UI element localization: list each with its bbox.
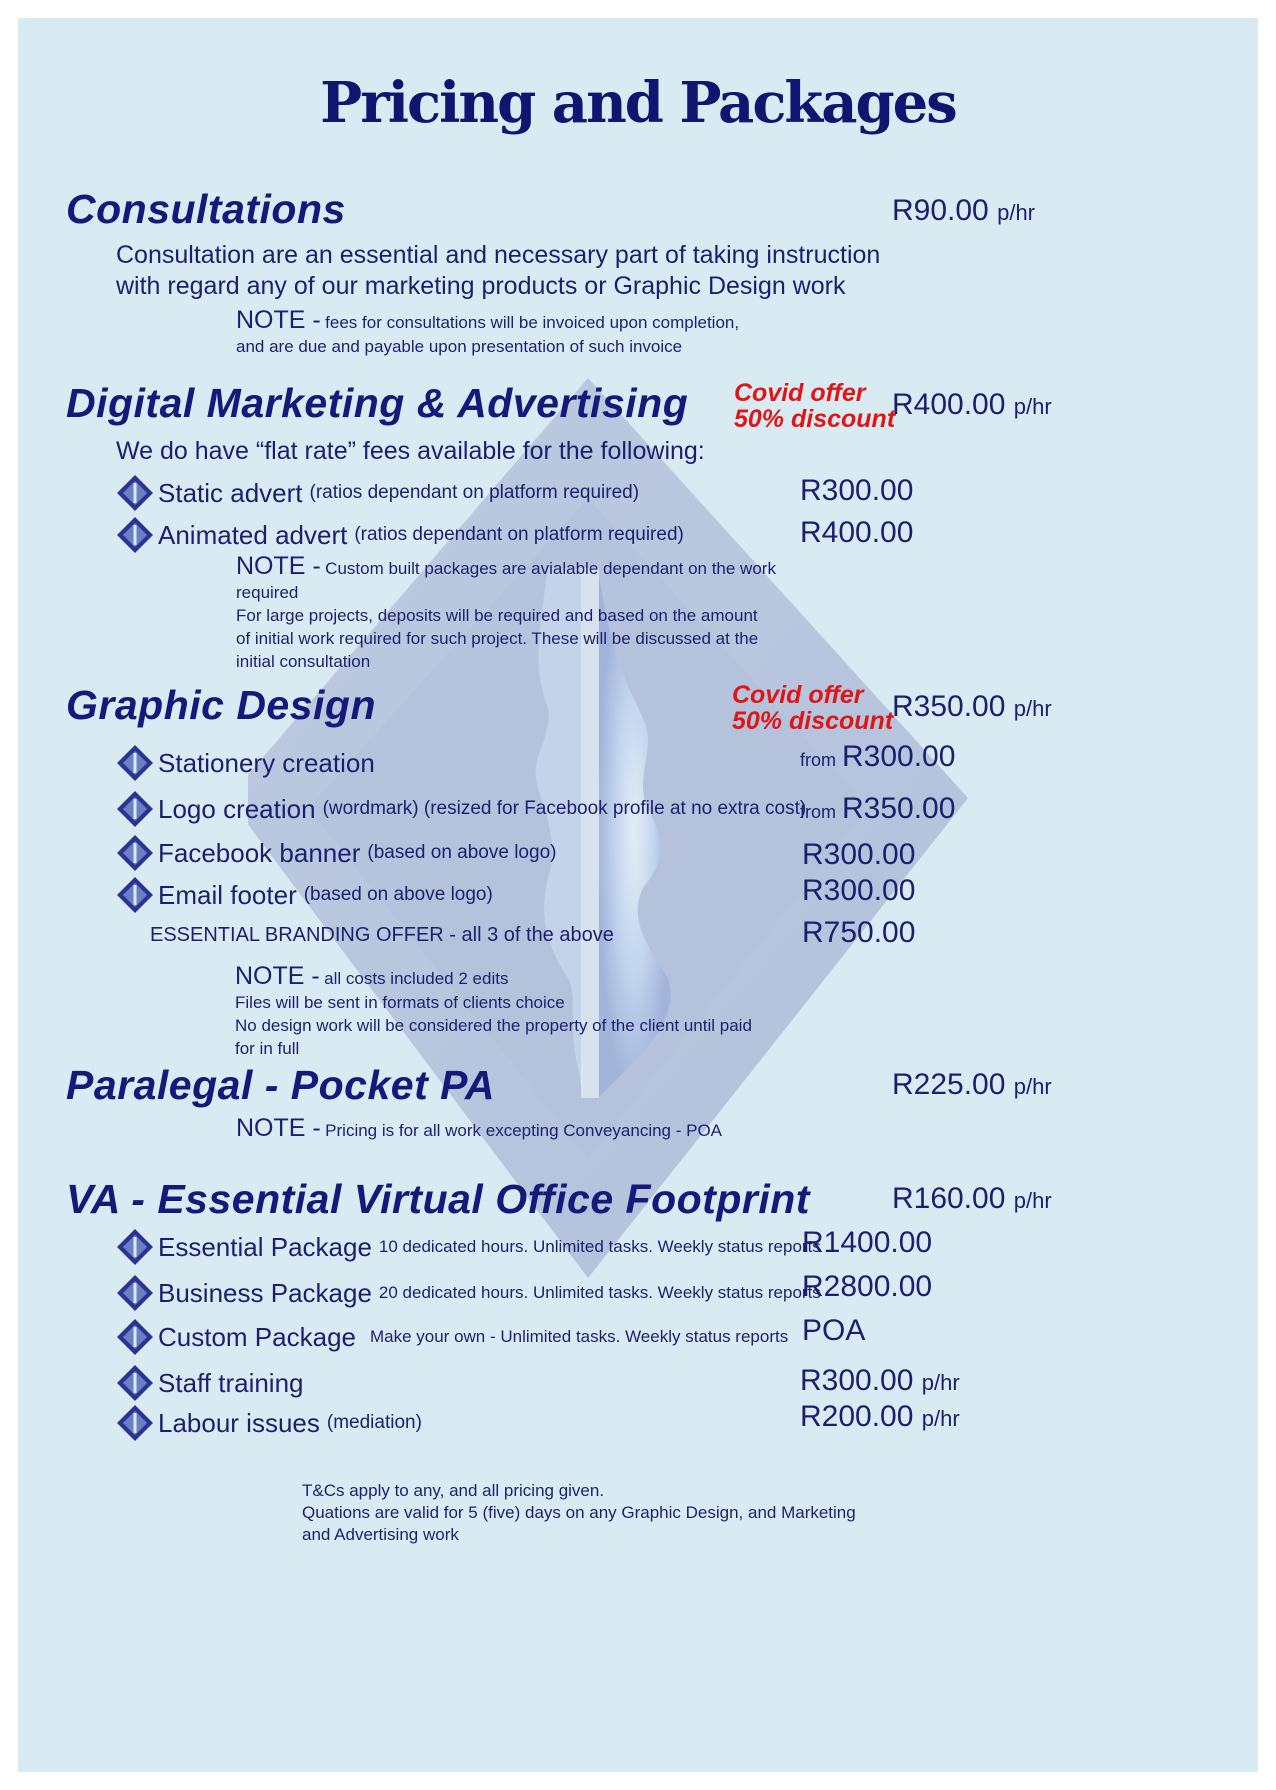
intro-line: Consultation are an essential and necessary part of taking instruction <box>116 241 881 269</box>
item-detail: (ratios dependant on platform required) <box>354 524 684 545</box>
note-text: and are due and payable upon presentation of such invoice <box>236 337 683 356</box>
diamond-logo-icon <box>116 1274 154 1312</box>
item-detail: (wordmark) (resized for Facebook profile at no extra cost) <box>322 798 807 819</box>
item-price: R350.00 <box>842 792 956 825</box>
terms-line: Quations are valid for 5 (five) days on any Graphic Design, and Marketing <box>302 1503 856 1522</box>
graphic-note <box>235 962 752 1060</box>
note-text: all costs included 2 edits <box>324 969 509 988</box>
note-label: NOTE - <box>236 552 321 580</box>
section-heading-graphic-design: Graphic Design <box>66 682 377 728</box>
intro-line: with regard any of our marketing products or Graphic Design work <box>116 272 846 300</box>
diamond-logo-icon <box>116 790 154 828</box>
item-detail: (ratios dependant on platform required) <box>309 482 640 503</box>
covid-offer-badge <box>732 682 893 734</box>
diamond-faces-watermark <box>248 378 1028 1278</box>
pricing-page <box>18 18 1258 1772</box>
list-item <box>116 474 639 512</box>
list-item <box>116 1318 788 1356</box>
digital-note <box>236 552 776 604</box>
item-detail: (based on above logo) <box>367 842 557 863</box>
diamond-logo-icon <box>116 1228 154 1266</box>
paragraph-line: of initial work required for such project. These will be discussed at the <box>236 629 759 648</box>
item-price: R1400.00 <box>802 1226 933 1259</box>
covid-discount-text: 50% discount <box>734 405 896 433</box>
list-item <box>116 834 556 872</box>
item-label: Labour issues <box>158 1407 320 1438</box>
consultations-unit: p/hr <box>997 200 1036 225</box>
list-item <box>116 1274 821 1312</box>
item-label: Essential Package <box>158 1231 372 1262</box>
note-text: required <box>236 583 299 602</box>
section-heading-va: VA - Essential Virtual Office Footprint <box>66 1176 810 1222</box>
item-price: R200.00 <box>800 1400 914 1433</box>
consultations-intro <box>116 240 880 302</box>
paragraph-line: initial consultation <box>236 652 371 671</box>
graphic-rate <box>892 690 1052 724</box>
deposit-paragraph <box>236 604 758 673</box>
note-label: NOTE - <box>236 306 321 334</box>
item-detail: Make your own - Unlimited tasks. Weekly status reports <box>369 1327 789 1346</box>
note-text: Custom built packages are avialable dependant on the work <box>325 559 776 578</box>
branding-offer-price: R750.00 <box>802 916 916 949</box>
covid-offer-badge <box>734 380 895 432</box>
list-item <box>116 744 375 782</box>
item-detail: (based on above logo) <box>303 884 493 905</box>
item-label: Email footer <box>158 879 297 910</box>
note-text: Files will be sent in formats of clients choice <box>235 993 565 1012</box>
item-label: Facebook banner <box>158 837 361 868</box>
item-price: R400.00 <box>800 516 914 549</box>
note-text: Pricing is for all work excepting Conveyancing - POA <box>325 1121 723 1140</box>
diamond-logo-icon <box>116 834 154 872</box>
diamond-logo-icon <box>116 1318 154 1356</box>
item-price-group <box>800 792 955 826</box>
item-detail: 10 dedicated hours. Unlimited tasks. Weekly status reports <box>378 1237 821 1256</box>
graphic-price: R350.00 <box>892 690 1006 723</box>
digital-rate <box>892 388 1052 422</box>
covid-offer-text: Covid offer <box>732 681 864 709</box>
digital-unit: p/hr <box>1013 394 1052 419</box>
item-rate <box>800 1400 960 1434</box>
paralegal-note <box>236 1114 722 1143</box>
diamond-logo-icon <box>116 1364 154 1402</box>
item-price-group <box>800 740 955 774</box>
item-label: Logo creation <box>158 793 316 824</box>
item-price: POA <box>802 1314 866 1347</box>
page-title: Pricing and Packages <box>320 70 956 136</box>
va-price: R160.00 <box>892 1182 1006 1215</box>
item-price: R300.00 <box>800 474 914 507</box>
consultations-note <box>236 306 739 358</box>
digital-price: R400.00 <box>892 388 1006 421</box>
item-unit: p/hr <box>921 1406 960 1431</box>
item-detail: (mediation) <box>326 1412 422 1433</box>
paragraph-line: For large projects, deposits will be required and based on the amount <box>236 606 758 625</box>
graphic-unit: p/hr <box>1013 696 1052 721</box>
consultations-rate <box>892 194 1035 228</box>
item-rate <box>800 1364 960 1398</box>
diamond-logo-icon <box>116 474 154 512</box>
list-item <box>116 790 806 828</box>
list-item <box>116 1404 422 1442</box>
list-item <box>116 876 493 914</box>
diamond-logo-icon <box>116 516 154 554</box>
note-text: fees for consultations will be invoiced upon completion, <box>325 313 740 332</box>
diamond-logo-icon <box>116 744 154 782</box>
diamond-logo-icon <box>116 876 154 914</box>
item-price: R300.00 <box>842 740 956 773</box>
list-item <box>116 1228 821 1266</box>
terms-line: T&Cs apply to any, and all pricing given. <box>302 1481 605 1500</box>
item-label: Animated advert <box>158 519 348 550</box>
item-detail: 20 dedicated hours. Unlimited tasks. Weekly status reports <box>378 1283 821 1302</box>
from-label: from <box>800 750 836 770</box>
note-label: NOTE - <box>236 1114 321 1142</box>
paralegal-rate <box>892 1068 1052 1102</box>
item-price: R300.00 <box>800 1364 914 1397</box>
terms-and-conditions <box>302 1480 856 1546</box>
item-label: Business Package <box>158 1277 372 1308</box>
section-heading-paralegal: Paralegal - Pocket PA <box>66 1062 496 1108</box>
section-heading-digital-marketing: Digital Marketing & Advertising <box>66 380 689 426</box>
section-heading-consultations: Consultations <box>66 186 346 232</box>
item-label: Stationery creation <box>158 747 375 778</box>
branding-offer-label: ESSENTIAL BRANDING OFFER - all 3 of the above <box>150 924 614 946</box>
paralegal-price: R225.00 <box>892 1068 1006 1101</box>
digital-intro: We do have “flat rate” fees available for the following: <box>116 437 705 465</box>
terms-line: and Advertising work <box>302 1525 459 1544</box>
item-label: Custom Package <box>158 1321 356 1352</box>
item-price: R2800.00 <box>802 1270 933 1303</box>
item-price: R300.00 <box>802 874 916 907</box>
va-unit: p/hr <box>1013 1188 1052 1213</box>
item-price: R300.00 <box>802 838 916 871</box>
va-rate <box>892 1182 1052 1216</box>
item-label: Static advert <box>158 477 303 508</box>
list-item <box>116 1364 304 1402</box>
note-text: No design work will be considered the property of the client until paid <box>235 1016 752 1035</box>
item-label: Staff training <box>158 1367 304 1398</box>
diamond-logo-icon <box>116 1404 154 1442</box>
list-item <box>116 516 684 554</box>
covid-offer-text: Covid offer <box>734 379 866 407</box>
consultations-price: R90.00 <box>892 194 989 227</box>
covid-discount-text: 50% discount <box>732 707 894 735</box>
note-label: NOTE - <box>235 962 320 990</box>
note-text: for in full <box>235 1039 300 1058</box>
paralegal-unit: p/hr <box>1013 1074 1052 1099</box>
item-unit: p/hr <box>921 1370 960 1395</box>
from-label: from <box>800 802 836 822</box>
